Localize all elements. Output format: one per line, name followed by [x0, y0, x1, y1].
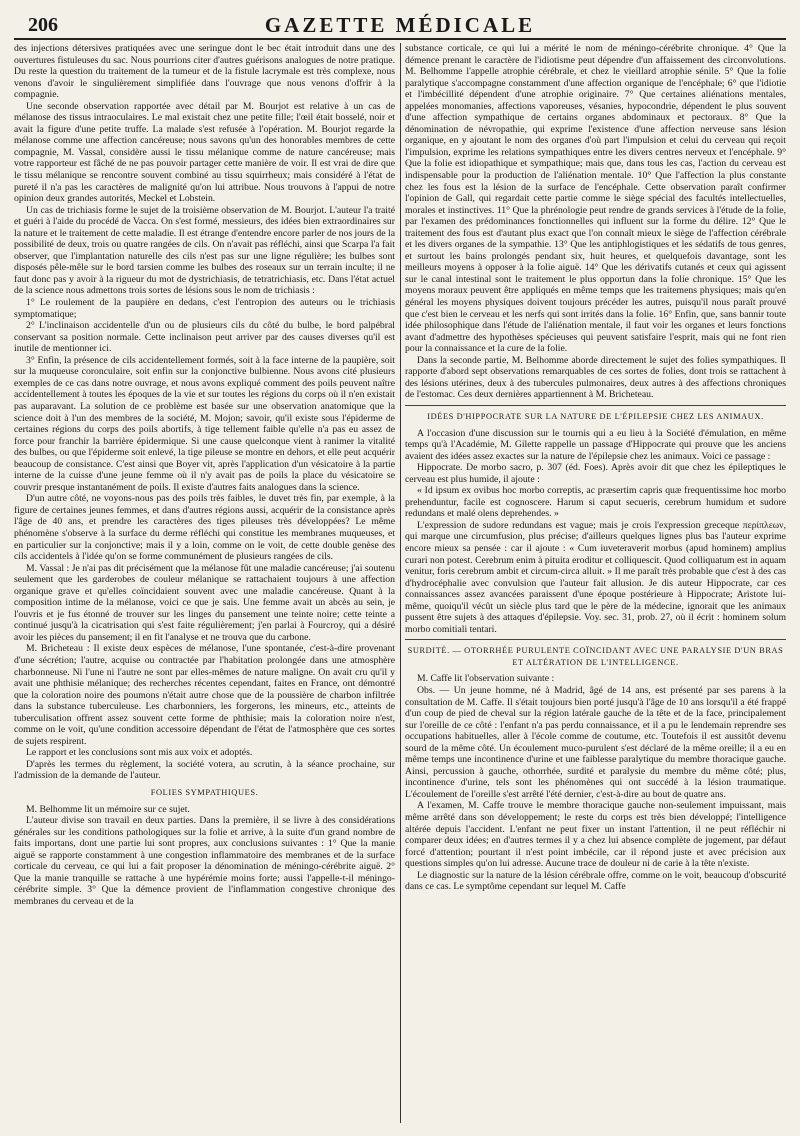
paragraph: Un cas de trichiasis forme le sujet de la troisième observation de M. Bourjot. L'auteur l'a traité et guéri à l'aide du procédé de Vacca. On s'est formé, messieurs, des idées bien extraordinaires sur la nature et le traitement de cette maladie. Il est étrange d'entendre encore parler de nos jours de la possibilité de deux, trois ou quatre rangées de cils. On n'avait pas réfléchi, ainsi que Scarpa l'a fait observer, que l'implantation naturelle des cils n'est pas sur une ligne régulière; les bulbes sont disposés pêle-mêle sur le bord tarsien comme les bulbes des roseaux sur un terrain inculte; il ne faut donc pas y avoir à la rigueur du mot de dystrichiasis, de tetratrichiasis, etc. Dans l'état actuel de la science nous admettons trois sortes de lésions sous le nom de trichiasis :	[14, 204, 395, 297]
paragraph: 2° L'inclinaison accidentelle d'un ou de plusieurs cils du côté du bulbe, le bord palpébral conservant sa position normale. Cette inclinaison peut arriver par des causes diverses qu'il est inutile de mentionner ici.	[14, 320, 395, 355]
paragraph: M. Belhomme lit un mémoire sur ce sujet.	[26, 803, 190, 815]
text-columns	[14, 43, 786, 1123]
paragraph: 1° Le roulement de la paupière en dedans, c'est l'entropion des auteurs ou le trichiasis symptomatique;	[14, 297, 395, 320]
section-rule	[405, 405, 786, 406]
page-header	[14, 12, 786, 40]
paragraph: Hippocrate. De morbo sacro, p. 307 (éd. Foes). Après avoir dit que chez les épileptiques le cerveau est plus humide, il ajoute :	[405, 462, 786, 485]
paragraph: L'auteur divise son travail en deux parties. Dans la première, il se livre à des considérations générales sur les conditions pathologiques sur la folie et arrive, à la suite d'un grand nombre de faits importans, dont une partie lui sont propres, aux conclusions suivantes : 1° Que la manie aiguë se rapporte constamment à une congestion inflammatoire des membranes et de la surface corticale du cerveau, ce qui lui a fait proposer la dénomination de méningo-cérébrite aiguë. 2° Que la manie tranquille se rattache à une hypérémie moins forte; aussi l'appelle-t-il méningo-cérébrite simple. 3° Que la démence provient de l'inflammation congestive chronique des membranes du cerveau et de la	[14, 815, 395, 907]
paragraph: D'après les termes du règlement, la société votera, au scrutin, à la séance prochaine, sur l'admission de la demande de l'auteur.	[14, 758, 395, 782]
paragraph: M. Bricheteau : Il existe deux espèces de mélanose, l'une spontanée, c'est-à-dire provenant d'une sécrétion; l'autre, acquise ou contractée par l'habitation prolongée dans une atmosphère charbonneuse. Ni l'une ni l'autre ne sont par elles-mêmes de nature maligne. On avait cru qu'il y avait une phthisie mélanique; des recherches récentes cependant, faites en France, ont démontré que la coloration noire des poumons n'était autre chose que de la poussière de charbon infiltrée dans la substance tuberculeuse. Les charbonniers, les forgerons, les mineurs, etc., atteints de tuberculisation offrent assez souvent cette forme de phthisie; mais la coloration noire n'est, comme on le voit, qu'une condition accessoire dépendant de l'état de l'atmosphère que ces sortes de sujets respirent.	[14, 643, 395, 747]
paragraph: M. Caffe lit l'observation suivante :	[417, 673, 555, 685]
paragraph: Une seconde observation rapportée avec détail par M. Bourjot est relative à un cas de mélanose des tissus intraoculaires. Le mal existait chez une petite fille; l'œil était bosselé, noir et avait la figure d'une petite truffe. La malade s'est refusée à l'opération. M. Bourjot regarde la mélanose comme une affection cancéreuse; nous savons qu'un des honorables membres de cette compagnie, M. Vassal, considère aussi le tissu mélanique comme de nature cancéreuse; mais votre rapporteur est fâché de ne pas pouvoir partager cette manière de voir. Il est vrai de dire que le tissu mélanique se rencontre souvent combiné au tissu squirrheux; mais considéré à l'état de pureté il n'a pas les caractères de malignité qu'on lui attribue. Nous trouvons à l'appui de notre opinion deux grandes autorités, Meckel et Lobstein.	[14, 100, 395, 205]
paragraph: Le diagnostic sur la nature de la lésion cérébrale offre, comme on le voit, beaucoup d'obscurité dans ce cas. Le symptôme cependant sur lequel M. Caffe	[405, 869, 786, 893]
paragraph: A l'occasion d'une discussion sur le tournis qui a eu lieu à la Société d'émulation, en même temps qu'à l'Académie, M. Gilette rappelle un passage d'Hippocrate qui prouve que les anciens avaient des idées assez exactes sur la nature de l'épilepsie chez les animaux. Voici ce passage :	[405, 427, 786, 462]
page-number: 206	[28, 14, 58, 36]
paragraph: D'un autre côté, ne voyons-nous pas des poils très faibles, le duvet très fin, par exemple, à la figure de certaines jeunes femmes, et dans d'autres régions aussi, acquérir de la consistance après l'âge de 40 ans, et prendre les caractères des tiges pileuses très développées? Le même phénomène s'observe à la surface du derme réfléchi qui constitue les membranes muqueuses, et en particulier sur la conjonctive; mais il y a loin, comme on le voit, de cette double genèse des cils accidentels à l'idée qu'on se forme communément de plusieurs rangées de cils.	[14, 493, 395, 563]
paragraph: L'expression de sudore redundans est vague; mais je crois l'expression greceque περίπλεων, qui marque une circumfusion, plus précise; d'ailleurs quelques lignes plus bas l'auteur exprime encore mieux sa pensée : car il ajoute : « Cum iuveteraverit morbus (apud hominem) amplius curari non potest. Cerebrum enim à pituita eroditur et colliquescit. Quod colliquatum est in aquam venitur, foris cerebrum ambit et circum-circa alluit. » Il me paraît très probable que c'est à des cas d'hydrocéphalie avec convulsion que l'auteur fait allusion. Je dis auteur Hippocrate, car ces connaissances assez avancées paraissent d'une époque postérieure à Hippocrate; Aristote lui-même, quoiqu'il vécût un siècle plus tard que le père de la médecine, ignorait que les animaux pussent être sujets à des attaques d'épilepsie. Voy. sec. 31, prob. 27, où il écrit : hominem solum morbo comitiali tentari.	[405, 519, 786, 635]
paragraph: A l'examen, M. Caffe trouve le membre thoracique gauche non-seulement impuissant, mais même arrêté dans son développement; le reste du corps est très bien développé; l'intelligence altérée depuis l'accident. L'enfant ne peut fixer un instant l'attention, il ne peut réfléchir ni comparer deux idées; en d'autres termes il y a chez lui absence complète de jugement, par défaut forcé d'attention; pourtant il n'est point imbécile, car il répond juste et avec précision aux questions simples qu'on lui adresse. Aucune trace de douleur ni de carie à la tête n'existe.	[405, 800, 786, 870]
paragraph: Obs. — Un jeune homme, né à Madrid, âgé de 14 ans, est présenté par ses parens à la consultation de M. Caffe. Il s'était toujours bien porté jusqu'à l'âge de 10 ans lorsqu'il a été frappé d'un coup de pied de cheval sur la région latérale gauche de la tête et de la face, principalement sur l'oreille de ce côté : l'enfant n'a pas perdu connaissance, et il a pu le lendemain reprendre ses occupations habituelles, aller à l'école comme de coutume, etc. Toutefois il est aussitôt devenu sourd de la même côté. Un écoulement muco-purulent s'est déclaré de la même oreille; il a eu en même temps une incontinence d'urine et une faiblesse paralytique du membre thoracique gauche. Ainsi, percussion à gauche, othorrhée, surdité et paralysie du membre du même côté; plus, incontinence d'urine, tels sont les phénomènes qui ont succédé à la lésion traumatique. L'écoulement de l'oreille s'est arrêté l'été dernier, c'est-à-dire au bout de quatre ans.	[405, 684, 786, 800]
paragraph: 3° Enfin, la présence de cils accidentellement formés, soit à la face interne de la paupière, soit sur la muqueuse coronculaire, soit enfin sur la conjonctive bulbienne. Nous avons cité plusieurs exemples de ce cas dans notre ouvrage, et nous avons expliqué comment des poils peuvent naître accidentellement à toutes les époques de la vie et sur toutes les régions du corps où il n'en existait pas auparavant. La solution de ce problème est basée sur une observation anatomique que la science doit à l'un des membres de la société, M. Mojon; savoir, qu'il existe sous l'épiderme de certaines régions du corps des poils abortifs, à tige tellement faible qu'elle n'a pas eu assez de force pour franchir la barrière épidermique. Si une cause quelconque vient à ranimer la vitalité des bulbes, ou que l'épiderme soit enlevé, la tige pileuse se montre en dehors, et elle peut acquérir beaucoup de consistance. C'est ainsi que Boyer vit, après l'application d'un vésicatoire à la partie interne de la cuisse d'une jeune femme où il n'y avait pas de poils la place du vésicatoire se couvrir presque instantanément de poils. Il existe d'autres faits analogues dans la science.	[14, 354, 395, 493]
journal-title: GAZETTE MÉDICALE	[264, 13, 536, 37]
left-column	[14, 43, 395, 1123]
paragraph: Dans la seconde partie, M. Belhomme aborde directement le sujet des folies sympathiques. Il rapporte d'abord sept observations remarquables de ces sortes de folies, dont trois se rattachent à des lésions utérines, deux à des tubercules pulmonaires, deux autres à des affections chroniques de l'estomac. Ces deux dernières appartiennent à M. Bricheteau.	[405, 354, 786, 401]
paragraph: des injections détersives pratiquées avec une seringue dont le bec était introduit dans une des ouvertures fistuleuses du sac. Nous pourrions citer d'autres guérisons analogues de notre pratique. Du reste la question du traitement de la tumeur et de la fistule lacrymale est très complexe, nous venons d'avoir le singulièrement simplifiée dans l'ouvrage que nous venons d'offrir à la compagnie.	[14, 43, 395, 101]
column-divider	[400, 43, 401, 1123]
section-rule	[405, 639, 786, 640]
paragraph: « Id ipsum ex ovibus hoc morbo correptis, ac præsertim capris quæ frequentissime hoc morbo prehenduntur, facile est cognoscere. Harum si caput secueris, cerebrum humidum et sudore redundans et malé olens deprehendes. »	[405, 485, 786, 520]
section-heading: IDÉES D'HIPPOCRATE SUR LA NATURE DE L'ÉPILEPSIE CHEZ LES ANIMAUX.	[427, 411, 764, 421]
paragraph: substance corticale, ce qui lui a mérité le nom de méningo-cérébrite chronique. 4° Que la démence prenant le caractère de l'idiotisme peut dépendre d'un affaissement des circonvolutions. M. Belhomme l'appelle atrophie cérébrale, et chez le vieillard atrophie sénile. 5° Que la folie paralytique s'accompagne constamment d'une affection organique de l'encéphale; 6° que l'idiotie et l'imbécillité dépendent d'une atrophie originaire. 7° Que certaines aliénations mentales, appelées monomanies, affections vaporeuses, vésanies, hypocondrie, dépendent le plus souvent d'une affection sympathique de certains organes abdominaux et pectoraux. 8° Que la dénomination de névropathie, qui exprime l'existence d'une affection nerveuse sans lésion organique, en y ajoutant le nom des organes d'où part l'impulsion et celui du cerveau qui reçoit l'impulsion, exprime les relations sympathiques entre les divers centres nerveux et l'encéphale. 9° Que la folie est idiopathique et sympathique; mais que, dans tous les cas, l'action du cerveau est indispensable pour la production de l'aliénation mentale. 10° Que l'affection la plus constante chez les fous est la lésion de la surface de l'encéphale. Cette observation paraît confirmer l'opinion de Gall, qui regardait cette partie comme le siège spécial des facultés intellectuelles, morales et instinctives. 11° Que la phrénologie peut rendre de grands services à l'étude de la folie, par l'examen des prédominances fonctionnelles qui influent sur la forme du délire. 12° Que le traitement des fous est d'autant plus exact que l'on connaît mieux le siège de l'affection cérébrale et les divers organes de la sympathie. 13° Que les antiphlogistiques et les sédatifs de tous genres, et surtout les bains prolongés pendant six, huit heures, et quelquefois davantage, sont les meilleurs moyens à opposer à la folie aiguë. 14° Que les dérivatifs cutanés et ceux qui agissent sur le canal intestinal sont le traitement le plus opportun dans la folie chronique. 15° Que les moyens moraux peuvent être appliqués en même temps que les traitemens physiques; mais qu'en général les moyens physiques doivent toujours précéder les autres, puisqu'il nous paraît prouvé que c'est bien le cerveau et les nerfs qui sont irrités dans la folie. 16° Enfin, que, sans bannir toute idée philosophique dans l'étude de l'aliénation mentale, il faut voir les organes et leurs fonctions avant d'admettre des hypothèses spécieuses qui peuvent satisfaire l'esprit, mais qui ne font rien pour la connaissance et la cure de la folie.	[405, 43, 786, 355]
section-heading: FOLIES SYMPATHIQUES.	[150, 788, 259, 797]
right-column	[405, 43, 786, 1123]
paragraph: M. Vassal : Je n'ai pas dit précisément que la mélanose fût une maladie cancéreuse; j'ai soutenu seulement que les garderobes de couleur mélanique se rattachaient toujours à une affection organique grave et qu'elles coïncidaient souvent avec une maladie cancéreuse. Quant à la composition intime de la mélanose, voici ce que je sais. Une femme avait un abcès au sein, je l'ouvris et je fus étonné de trouver sur les linges du pansement une teinte noire; cette teinte a continué jusqu'à la cicatrisation qui s'est faite régulièrement; j'en parlai à Fourcroy, qui a désiré avoir les pièces du pansement; il en fit l'analyse et ne trouva que du carbone.	[14, 562, 395, 643]
paragraph: Le rapport et les conclusions sont mis aux voix et adoptés.	[26, 747, 253, 759]
section-heading: SURDITÉ. — OTORRHÉE PURULENTE COÏNCIDANT AVEC UNE PARALYSIE D'UN BRAS ET ALTÉRATION DE L'INTELLIGENCE.	[407, 646, 784, 667]
